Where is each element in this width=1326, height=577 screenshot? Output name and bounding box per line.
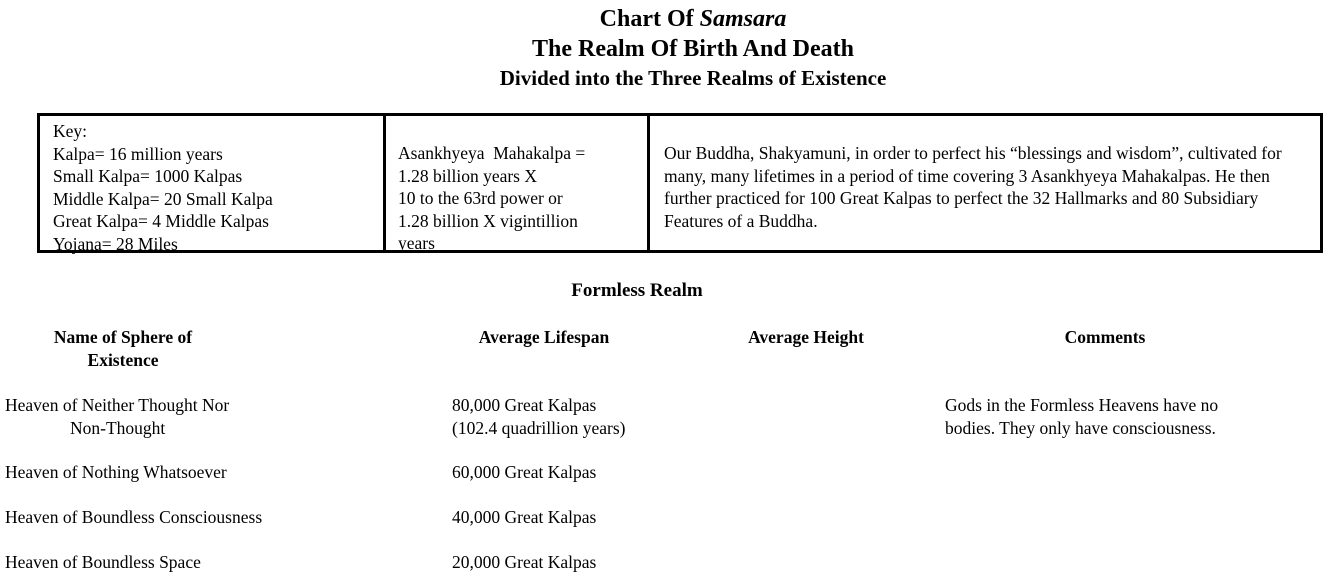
lifespan-line2: (102.4 quadrillion years) (452, 417, 626, 438)
buddha-note-text: Our Buddha, Shakyamuni, in order to perfect his “blessings and wisdom”, cultivated for many, many lifetimes in a period of time covering 3 Asankhyeya Mahakalpas. He then further practiced for 100 Great Kalpas to perfect the 32 Hallmarks and 80 Subsidiary Features of a Buddha. (664, 143, 1282, 231)
asankhyeya-line: Asankhyeya Mahakalpa = (398, 143, 586, 163)
section-title: Formless Realm (571, 280, 703, 301)
key-line: Yojana= 28 Miles (53, 233, 178, 254)
lifespan-line1: 80,000 Great Kalpas (452, 395, 597, 415)
key-line: Kalpa= 16 million years (53, 143, 223, 164)
comment-value (945, 394, 1315, 439)
key-line: Middle Kalpa= 20 Small Kalpa (53, 188, 273, 209)
sphere-name-line1: Heaven of Neither Thought Nor (5, 395, 230, 415)
column-header-comments: Comments (1064, 327, 1146, 347)
title-prefix: Chart Of (599, 6, 700, 32)
comment-line1: Gods in the Formless Heavens have no (945, 395, 1219, 415)
title-italic-word: Samsara (699, 6, 787, 32)
key-line: Key: (53, 121, 88, 141)
lifespan-value: 60,000 Great Kalpas (452, 462, 597, 482)
column-header-name-line1: Name of Sphere of (53, 327, 193, 347)
buddha-note-cell (650, 116, 1320, 250)
asankhyeya-line: 1.28 billion years X (398, 165, 538, 186)
key-line: Small Kalpa= 1000 Kalpas (53, 166, 243, 186)
page-subsubtitle: Divided into the Three Realms of Existence (499, 66, 887, 90)
column-header-height: Average Height (748, 327, 864, 347)
sphere-name: Heaven of Nothing Whatsoever (5, 462, 227, 482)
page-title (0, 4, 1326, 34)
page-subtitle: The Realm Of Birth And Death (531, 36, 854, 62)
lifespan-value (452, 394, 712, 439)
sphere-name-line2: Non-Thought (70, 417, 166, 438)
asankhyeya-line: 10 to the 63rd power or (398, 188, 563, 208)
lifespan-value: 20,000 Great Kalpas (452, 552, 597, 572)
column-header-name-line2: Existence (87, 350, 159, 370)
page-title-block (0, 4, 1326, 92)
asankhyeya-line: years (398, 233, 435, 253)
asankhyeya-line: 1.28 billion X vigintillion (398, 210, 578, 231)
column-header-name (28, 326, 218, 372)
column-header-lifespan: Average Lifespan (478, 327, 610, 347)
key-definitions-cell (40, 116, 386, 254)
asankhyeya-definition-cell (386, 116, 650, 253)
key-line: Great Kalpa= 4 Middle Kalpas (53, 211, 269, 231)
lifespan-value: 40,000 Great Kalpas (452, 507, 597, 527)
key-table (37, 113, 1323, 253)
sphere-name: Heaven of Boundless Space (5, 552, 201, 572)
sphere-name (5, 394, 345, 439)
sphere-name: Heaven of Boundless Consciousness (5, 507, 263, 527)
comment-line2: bodies. They only have consciousness. (945, 417, 1216, 438)
